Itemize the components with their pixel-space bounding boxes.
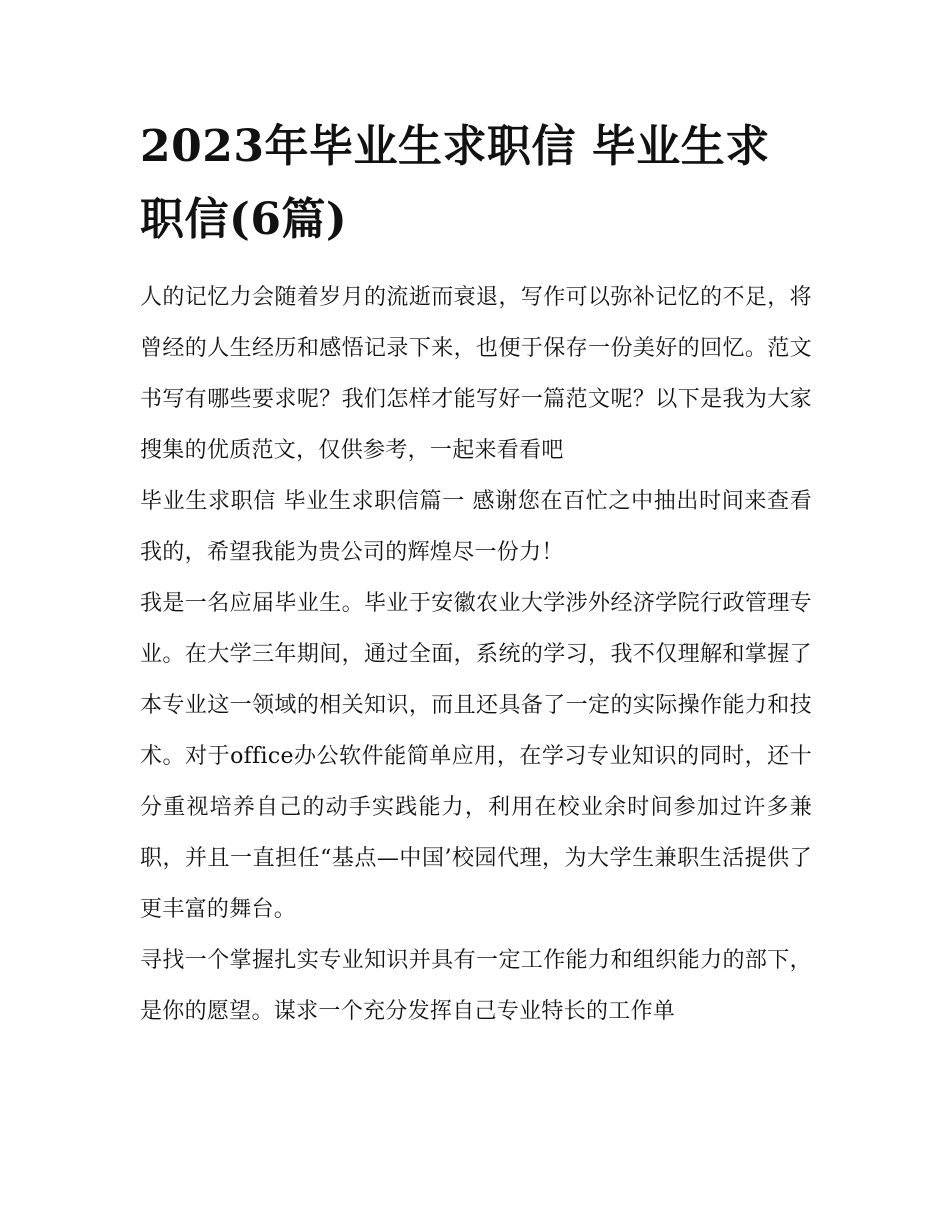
- background-paragraph: 我是一名应届毕业生。毕业于安徽农业大学涉外经济学院行政管理专业。在大学三年期间，通过全面，系统的学习，我不仅理解和掌握了本专业这一领域的相关知识，而且还具备了一定的实际操作能力和技术。对于office办公软件能简单应用，在学习专业知识的同时，还十分重视培养自己的动手实践能力，利用在校业余时间参加过许多兼职，并且一直担任“基点—中国’校园代理，为大学生兼职生活提供了更丰富的舞台。: [140, 591, 812, 922]
- document-title: 2023年毕业生求职信 毕业生求职信(6篇): [140, 121, 770, 245]
- goal-paragraph: 寻找一个掌握扎实专业知识并具有一定工作能力和组织能力的部下，是你的愿望。谋求一个充分发挥自己专业特长的工作单: [140, 948, 812, 1024]
- title-spacer: [140, 256, 812, 272]
- document-page: [140, 110, 812, 1037]
- intro-paragraph: 人的记忆力会随着岁月的流逝而衰退，写作可以弥补记忆的不足，将曾经的人生经历和感悟记录下来，也便于保存一份美好的回忆。范文书写有哪些要求呢？我们怎样才能写好一篇范文呢？以下是我为大家搜集的优质范文，仅供参考，一起来看看吧: [140, 285, 812, 463]
- greeting-paragraph: 毕业生求职信 毕业生求职信篇一 感谢您在百忙之中抽出时间来查看我的，希望我能为贵公司的辉煌尽一份力！: [140, 489, 812, 565]
